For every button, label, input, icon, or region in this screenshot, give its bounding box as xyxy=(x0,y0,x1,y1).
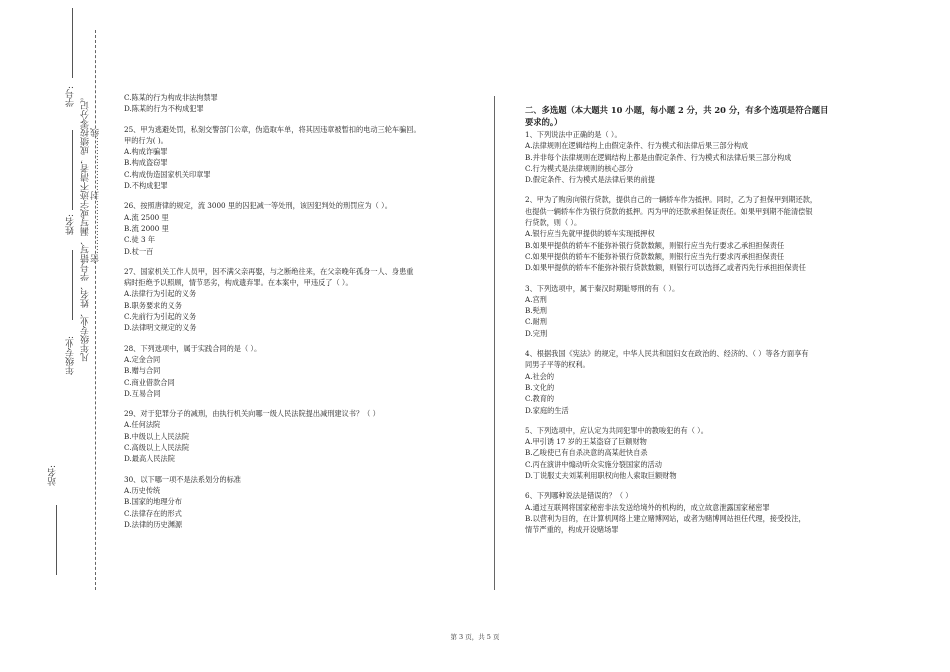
question-q29 xyxy=(124,408,484,464)
name-label: 姓名: xyxy=(66,214,76,236)
question-m2 xyxy=(525,194,875,273)
binding-solid-line xyxy=(56,505,57,575)
question-line: D.互易合同 xyxy=(124,388,161,398)
question-m5 xyxy=(525,425,875,481)
question-line: 情节严重的，构成开设赌场罪 xyxy=(525,525,619,535)
question-line: A.任何法院 xyxy=(124,420,161,430)
question-line: C.陈某的行为构成非法拘禁罪 xyxy=(124,93,218,102)
question-gap xyxy=(525,185,875,194)
question-line: 行贷款，则（ ）。 xyxy=(525,218,582,228)
question-line: A.流 2500 里 xyxy=(124,212,169,222)
question-line: B.流 2000 里 xyxy=(124,223,169,233)
question-m6 xyxy=(525,490,875,535)
question-line: A.构成诈骗罪 xyxy=(124,147,168,157)
question-line: 26、按照唐律的规定，流 3000 里的囚犯减一等处刑，该因犯判处的刑罚应为（ ）。 xyxy=(124,201,392,211)
question-gap xyxy=(124,465,484,474)
question-line: A.历史传统 xyxy=(124,485,161,495)
question-line: A.社会的 xyxy=(525,371,555,381)
question-q30 xyxy=(124,474,484,530)
binding-dashed-line xyxy=(95,30,96,590)
question-gap xyxy=(124,399,484,408)
column-divider xyxy=(494,96,495,590)
question-line: C.商业借款合同 xyxy=(124,377,175,387)
question-line: D.家庭的生活 xyxy=(525,405,569,415)
right-column xyxy=(525,104,875,536)
exam-number-label: 学号: xyxy=(66,86,76,108)
question-line: 甲的行为( )。 xyxy=(124,135,168,145)
question-line: C.行为模式是法律规则的核心部分 xyxy=(525,163,634,173)
question-line: A.宫刑 xyxy=(525,294,547,304)
question-line: 3、下列选项中，属于秦汉时期耻辱刑的有（ ）。 xyxy=(525,283,680,293)
question-line: A.定金合同 xyxy=(124,354,161,364)
question-line: 2、甲为了购房向银行贷款，提供自己的一辆轿车作为抵押。同时，乙为了担保甲到期还款， xyxy=(525,195,818,205)
question-gap xyxy=(525,274,875,283)
question-line: B.中级以上人民法院 xyxy=(124,431,190,441)
question-line: 6、下列哪种说法是错误的？（ ） xyxy=(525,491,633,501)
question-q25 xyxy=(124,124,484,192)
question-gap xyxy=(124,334,484,343)
question-line: C.耐刑 xyxy=(525,317,547,327)
question-line: D.陈某的行为不构成犯罪 xyxy=(124,104,204,114)
question-line: C.如果甲提供的轿车不能弥补银行贷款数额，则银行应当先行要求丙承担担保责任 xyxy=(525,251,785,261)
question-line: A.法律规则在逻辑结构上由假定条件、行为模式和法律后果三部分构成 xyxy=(525,141,749,151)
question-line: D.杖一百 xyxy=(124,246,154,256)
question-line: 30、以下哪一项不是法系划分的标准 xyxy=(124,474,241,484)
question-line: D.法律明文规定的义务 xyxy=(124,323,197,333)
question-q27 xyxy=(124,266,484,334)
question-line: C.教育的 xyxy=(525,394,555,404)
seal-line-marks: 密………………封………………线 xyxy=(91,128,101,263)
question-line: A.通过互联网将国家秘密非法发送给境外的机构的，成立故意泄露国家秘密罪 xyxy=(525,502,770,512)
question-line: D.如果甲提供的轿车不能弥补银行贷款数额，则银行可以选择乙或者丙先行承担担保责任 xyxy=(525,263,806,273)
question-line: C.先前行为引起的义务 xyxy=(124,312,197,322)
question-m4 xyxy=(525,348,875,416)
question-line: 5、下列选项中，应认定为共同犯罪中的教唆犯的有（ ）。 xyxy=(525,425,708,435)
question-line: B.髡刑 xyxy=(525,306,547,316)
question-line: B.国家的地理分布 xyxy=(124,497,182,507)
question-gap xyxy=(124,191,484,200)
question-line: 29、对于犯罪分子的减刑，由执行机关向哪一级人民法院提出减刑建议书？（ ） xyxy=(124,409,380,419)
question-line: D.丁说服丈夫刘某利用职权向他人索取巨额财物 xyxy=(525,471,677,481)
question-line: 病时拒绝予以照顾，情节恶劣，构成遗弃罪。在本案中，甲违反了（ ）。 xyxy=(124,278,353,288)
grade-major-label: 年级专业: xyxy=(66,336,76,376)
question-gap xyxy=(525,481,875,490)
question-line: D.完刑 xyxy=(525,328,548,338)
question-line: 28、下列选项中，属于实践合同的是（ ）。 xyxy=(124,343,262,353)
question-line: B.以营利为目的，在计算机网络上建立赌博网站，或者为赌博网站担任代理，接受投注， xyxy=(525,513,806,523)
question-line: B.如果甲提供的轿车不能弥补银行贷款数额，则银行应当先行要求乙承担担保责任 xyxy=(525,240,785,250)
question-q26 xyxy=(124,200,484,256)
question-q24-tail xyxy=(124,92,484,115)
binding-warning: 凡年级专业、姓名、学号错写、漏写或字迹不清者，成绩按零分记。 xyxy=(81,92,91,362)
question-gap xyxy=(525,416,875,425)
question-line: C.徒 3 年 xyxy=(124,235,156,245)
section-title-line: 要求的。） xyxy=(525,117,563,127)
page-footer: 第 3 页，共 5 页 xyxy=(450,633,500,641)
question-line: D.最高人民法院 xyxy=(124,454,175,464)
question-line: D.法律的历史渊源 xyxy=(124,519,183,529)
section-title xyxy=(525,104,875,128)
question-line: A.法律行为引起的义务 xyxy=(124,289,197,299)
question-line: C.高级以上人民法院 xyxy=(124,443,190,453)
question-gap xyxy=(124,257,484,266)
question-line: 4、根据我国《宪法》的规定，中华人民共和国妇女在政治的、经济的、（ ）等各方面享有 xyxy=(525,349,809,359)
school-label: 站名: xyxy=(48,465,58,487)
binding-solid-line xyxy=(72,8,73,78)
question-gap xyxy=(124,115,484,124)
question-line: A.甲引诱 17 岁的王某盗窃了巨额财物 xyxy=(525,437,647,447)
question-m1 xyxy=(525,129,875,185)
section-title-line: 二、多选题（本大题共 10 小题，每小题 2 分，共 20 分，有多个选项是符合题目 xyxy=(525,105,829,115)
question-line: 也提供一辆轿车作为银行贷款的抵押。丙为甲的还款承担保证责任。如果甲到期不能清偿银 xyxy=(525,206,813,216)
question-line: C.丙在演讲中煽动听众实施分裂国家的活动 xyxy=(525,459,662,469)
question-line: B.职务要求的义务 xyxy=(124,300,182,310)
question-line: B.赠与合同 xyxy=(124,366,161,376)
question-line: B.乙唆使已有自杀决意的高某赶快自杀 xyxy=(525,448,648,458)
question-line: 27、国家机关工作人员甲，因不满父亲再娶，与之断绝往来，在父亲晚年孤身一人、身患重 xyxy=(124,266,414,276)
question-line: D.不构成犯罪 xyxy=(124,181,168,191)
question-line: B.文化的 xyxy=(525,382,555,392)
question-gap xyxy=(525,339,875,348)
question-q28 xyxy=(124,343,484,399)
question-line: A.银行应当先就甲提供的轿车实现抵押权 xyxy=(525,229,655,239)
binding-solid-line xyxy=(72,130,73,210)
question-line: 25、甲为逃避处罚，私刻交警部门公章，伪造取车单，将其因违章被暂扣的电动三轮车骗回。 xyxy=(124,124,421,134)
question-line: B.构成盗窃罪 xyxy=(124,158,168,168)
question-line: 1、下列说法中正确的是（ ）。 xyxy=(525,130,622,139)
question-line: D.假定条件、行为模式是法律后果的前提 xyxy=(525,175,655,185)
binding-solid-line xyxy=(72,250,73,320)
left-column xyxy=(124,92,484,530)
question-m3 xyxy=(525,283,875,339)
question-line: C.构成伪造国家机关印章罪 xyxy=(124,169,211,179)
question-line: C.法律存在的形式 xyxy=(124,508,182,518)
question-line: B.并非每个法律规则在逻辑结构上都是由假定条件、行为模式和法律后果三部分构成 xyxy=(525,152,792,162)
question-line: 同男子平等的权利。 xyxy=(525,360,590,370)
binding-margin xyxy=(0,0,110,672)
